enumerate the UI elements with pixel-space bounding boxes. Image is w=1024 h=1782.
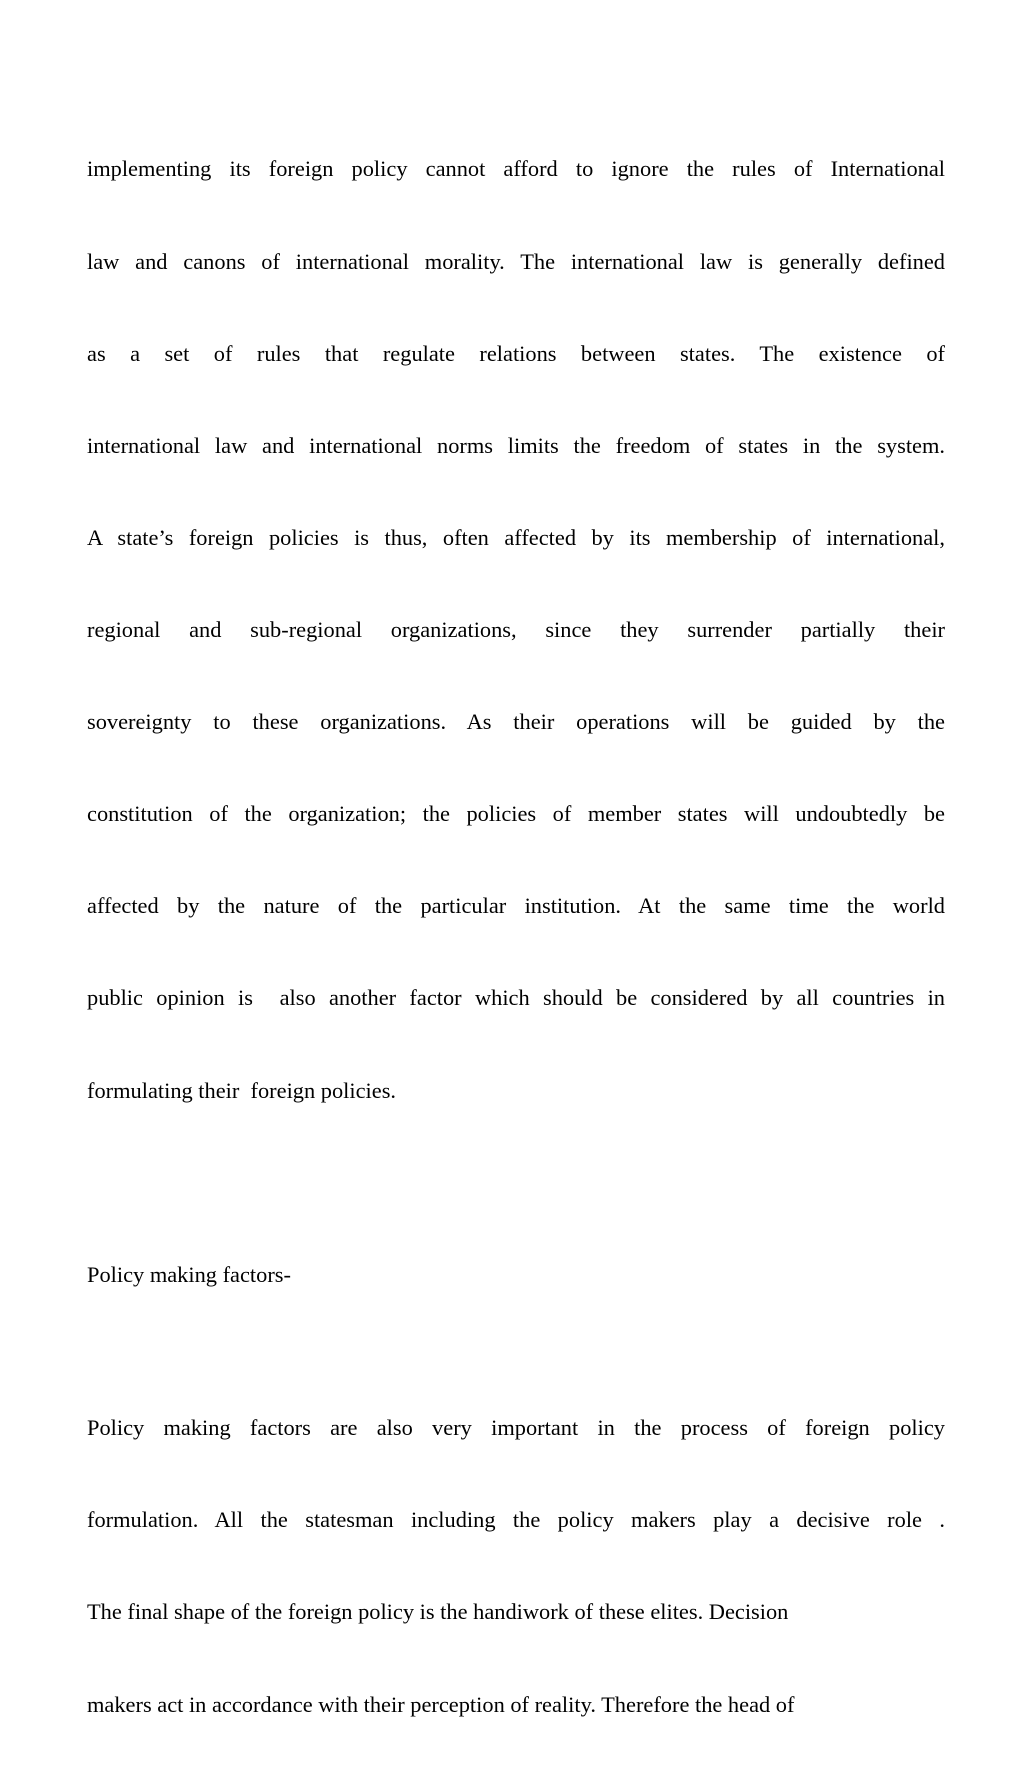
paragraph-line: law and canons of international morality. The international law is generally defined <box>87 248 945 274</box>
paragraph-line: as a set of rules that regulate relations between states. The existence of <box>87 340 945 366</box>
paragraph-1 <box>87 93 945 1168</box>
paragraph-line: Policy making factors are also very important in the process of foreign policy <box>87 1415 945 1441</box>
paragraph-2 <box>87 1352 945 1782</box>
paragraph-line: formulation. All the statesman including the policy makers play a decisive role . <box>87 1507 945 1533</box>
heading-text: Policy making factors- <box>87 1261 291 1287</box>
paragraph-line: makers act in accordance with their perception of reality. Therefore the head of <box>87 1691 795 1717</box>
section-heading <box>87 1198 945 1352</box>
document-text <box>87 93 945 1782</box>
paragraph-line: constitution of the organization; the policies of member states will undoubtedly be <box>87 801 945 827</box>
paragraph-line: international law and international norms limits the freedom of states in the system. <box>87 432 945 458</box>
paragraph-line: regional and sub-regional organizations, since they surrender partially their <box>87 616 945 642</box>
paragraph-gap <box>87 1168 945 1199</box>
paragraph-line: implementing its foreign policy cannot afford to ignore the rules of International <box>87 156 945 182</box>
paragraph-line: A state’s foreign policies is thus, often affected by its membership of international, <box>87 524 945 550</box>
paragraph-line: sovereignty to these organizations. As their operations will be guided by the <box>87 709 945 735</box>
paragraph-line: public opinion is also another factor which should be considered by all countries in <box>87 985 945 1011</box>
paragraph-line: The final shape of the foreign policy is the handiwork of these elites. Decision <box>87 1599 789 1625</box>
paragraph-line: affected by the nature of the particular institution. At the same time the world <box>87 893 945 919</box>
paragraph-line: formulating their foreign policies. <box>87 1077 397 1103</box>
